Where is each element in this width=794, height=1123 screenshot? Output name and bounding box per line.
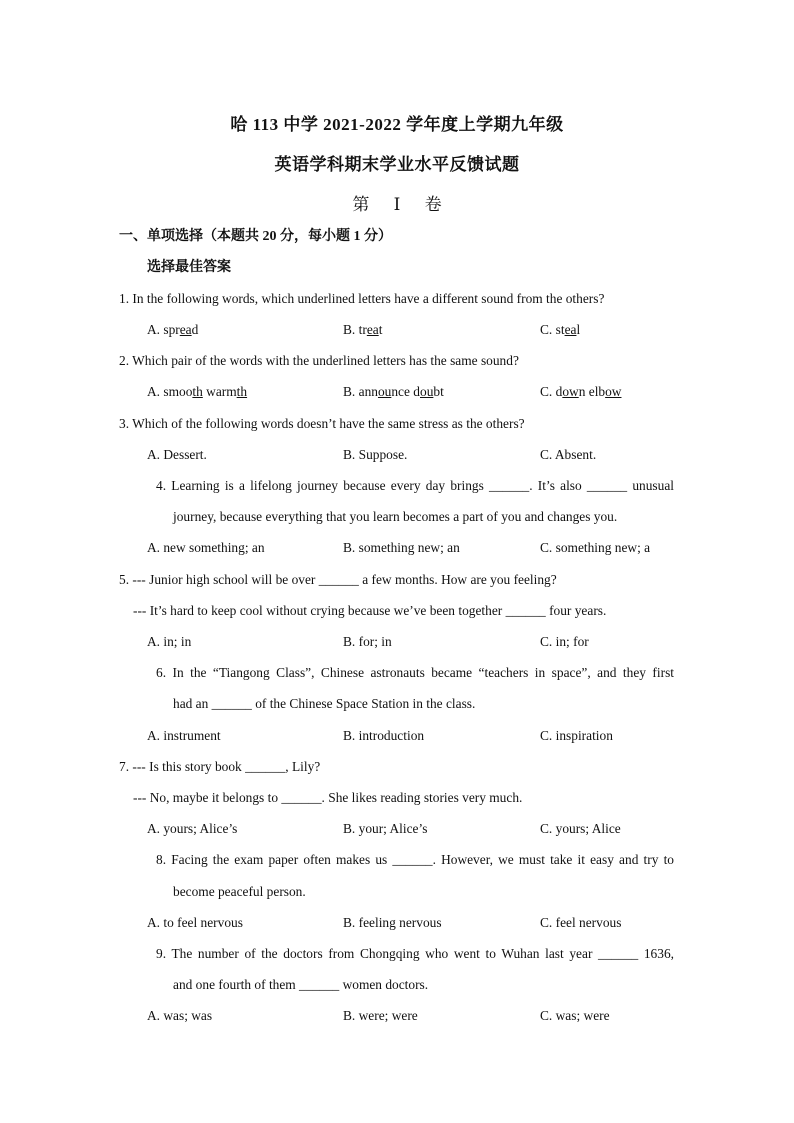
question-4-option-a: A. new something; an	[147, 540, 265, 555]
question-2-option-c: C. down elbow	[540, 384, 622, 399]
question-1-option-b: B. treat	[343, 322, 383, 337]
question-3-option-a: A. Dessert.	[147, 447, 207, 462]
section-heading: 一、单项选择（本题共 20 分，每小题 1 分）	[119, 229, 392, 244]
question-6-option-b: B. introduction	[343, 728, 425, 743]
question-3-option-c: C. Absent.	[540, 447, 597, 462]
question-8-stem-line-1: 8. Facing the exam paper often makes us ______. However, we must take it easy and try to	[156, 852, 674, 867]
question-1-option-a: A. spread	[147, 322, 199, 337]
question-2-option-b: B. announce doubt	[343, 384, 444, 399]
exam-title: 哈 113 中学 2021-2022 学年度上学期九年级	[230, 115, 564, 134]
question-1-stem: 1. In the following words, which underlined letters have a different sound from the others?	[119, 291, 605, 306]
question-9-option-a: A. was; was	[147, 1008, 213, 1023]
exam-subtitle: 英语学科期末学业水平反馈试题	[274, 155, 520, 174]
section-instruction: 选择最佳答案	[147, 260, 231, 275]
question-7-stem-line-1: 7. --- Is this story book ______, Lily?	[119, 759, 321, 774]
question-5-option-a: A. in; in	[147, 634, 192, 649]
question-9-stem-line-2: and one fourth of them ______ women doctors.	[173, 977, 429, 992]
question-3-stem: 3. Which of the following words doesn’t have the same stress as the others?	[119, 416, 525, 431]
question-9-option-c: C. was; were	[540, 1008, 610, 1023]
question-4-option-c: C. something new; a	[540, 540, 651, 555]
question-2-stem: 2. Which pair of the words with the underlined letters has the same sound?	[119, 353, 519, 368]
question-5-stem-line-2: --- It’s hard to keep cool without crying because we’ve been together ______ four years.	[133, 603, 607, 618]
question-7-option-b: B. your; Alice’s	[343, 821, 428, 836]
question-1-option-c: C. steal	[540, 322, 581, 337]
question-6-stem-line-1: 6. In the “Tiangong Class”, Chinese astronauts became “teachers in space”, and they first	[156, 665, 674, 680]
question-7-option-c: C. yours; Alice	[540, 821, 621, 836]
question-8-option-b: B. feeling nervous	[343, 915, 442, 930]
volume-label	[0, 190, 794, 215]
question-8-option-c: C. feel nervous	[540, 915, 622, 930]
question-7-option-a: A. yours; Alice’s	[147, 821, 238, 836]
question-4-option-b: B. something new; an	[343, 540, 460, 555]
question-6-option-c: C. inspiration	[540, 728, 613, 743]
question-4-stem-line-2: journey, because everything that you learn becomes a part of you and changes you.	[173, 509, 618, 524]
question-7-stem-line-2: --- No, maybe it belongs to ______. She likes reading stories very much.	[133, 790, 523, 805]
question-8-stem-line-2: become peaceful person.	[173, 884, 306, 899]
question-5-option-b: B. for; in	[343, 634, 392, 649]
question-9-stem-line-1: 9. The number of the doctors from Chongqing who went to Wuhan last year ______ 1636,	[156, 946, 674, 961]
volume-char-1: 第	[352, 195, 370, 214]
volume-char-2: Ⅰ	[393, 195, 401, 214]
volume-char-3: 卷	[424, 195, 442, 214]
question-5-option-c: C. in; for	[540, 634, 589, 649]
question-4-stem-line-1: 4. Learning is a lifelong journey because every day brings ______. It’s also ______ unusual	[156, 478, 674, 493]
question-9-option-b: B. were; were	[343, 1008, 418, 1023]
question-2-option-a: A. smooth warmth	[147, 384, 248, 399]
question-5-stem-line-1: 5. --- Junior high school will be over ______ a few months. How are you feeling?	[119, 572, 557, 587]
question-8-option-a: A. to feel nervous	[147, 915, 243, 930]
question-6-stem-line-2: had an ______ of the Chinese Space Station in the class.	[173, 696, 476, 711]
question-6-option-a: A. instrument	[147, 728, 221, 743]
question-3-option-b: B. Suppose.	[343, 447, 408, 462]
